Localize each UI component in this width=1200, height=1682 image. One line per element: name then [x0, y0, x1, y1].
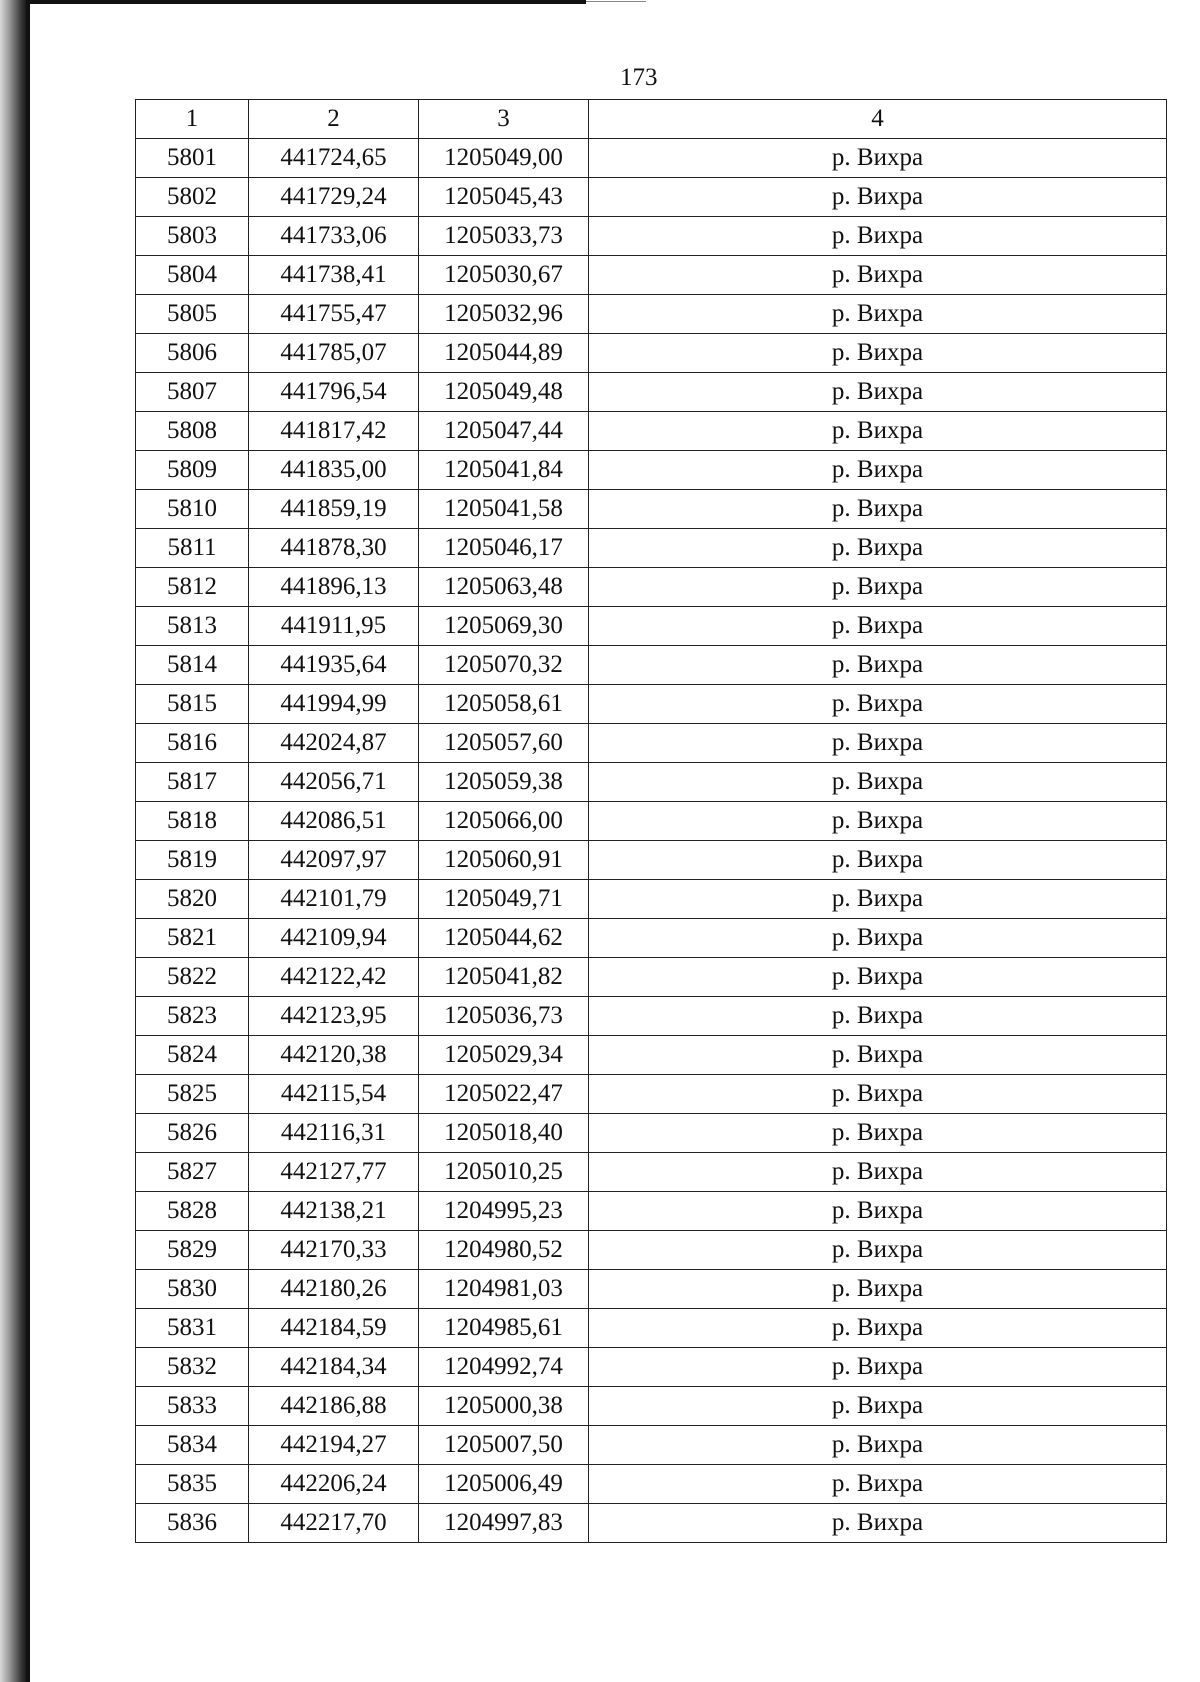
point-number-cell: 5823	[136, 997, 249, 1036]
table-row	[136, 841, 1167, 880]
description-cell: р. Вихра	[589, 646, 1167, 685]
table-row	[136, 1387, 1167, 1426]
point-number-cell: 5832	[136, 1348, 249, 1387]
description-cell: р. Вихра	[589, 1270, 1167, 1309]
table-row	[136, 1036, 1167, 1075]
y-coordinate-cell: 1205041,82	[419, 958, 589, 997]
point-number-cell: 5803	[136, 217, 249, 256]
x-coordinate-cell: 442138,21	[249, 1192, 419, 1231]
description-cell: р. Вихра	[589, 1465, 1167, 1504]
y-coordinate-cell: 1205036,73	[419, 997, 589, 1036]
x-coordinate-cell: 441935,64	[249, 646, 419, 685]
x-coordinate-cell: 442122,42	[249, 958, 419, 997]
x-coordinate-cell: 442101,79	[249, 880, 419, 919]
y-coordinate-cell: 1204997,83	[419, 1504, 589, 1543]
description-cell: р. Вихра	[589, 217, 1167, 256]
description-cell: р. Вихра	[589, 334, 1167, 373]
y-coordinate-cell: 1205044,89	[419, 334, 589, 373]
y-coordinate-cell: 1205049,71	[419, 880, 589, 919]
x-coordinate-cell: 441835,00	[249, 451, 419, 490]
table-row	[136, 958, 1167, 997]
table-row	[136, 1465, 1167, 1504]
x-coordinate-cell: 441911,95	[249, 607, 419, 646]
table-row	[136, 139, 1167, 178]
description-cell: р. Вихра	[589, 1036, 1167, 1075]
y-coordinate-cell: 1205006,49	[419, 1465, 589, 1504]
x-coordinate-cell: 442086,51	[249, 802, 419, 841]
point-number-cell: 5818	[136, 802, 249, 841]
description-cell: р. Вихра	[589, 295, 1167, 334]
table-row	[136, 1231, 1167, 1270]
page-number: 173	[620, 64, 658, 91]
y-coordinate-cell: 1205057,60	[419, 724, 589, 763]
x-coordinate-cell: 442186,88	[249, 1387, 419, 1426]
y-coordinate-cell: 1204981,03	[419, 1270, 589, 1309]
x-coordinate-cell: 441738,41	[249, 256, 419, 295]
y-coordinate-cell: 1205041,84	[419, 451, 589, 490]
table-row	[136, 1114, 1167, 1153]
y-coordinate-cell: 1205029,34	[419, 1036, 589, 1075]
table-row	[136, 412, 1167, 451]
x-coordinate-cell: 441733,06	[249, 217, 419, 256]
description-cell: р. Вихра	[589, 412, 1167, 451]
table-row	[136, 1153, 1167, 1192]
column-header-1: 1	[136, 100, 249, 139]
description-cell: р. Вихра	[589, 880, 1167, 919]
y-coordinate-cell: 1205070,32	[419, 646, 589, 685]
point-number-cell: 5801	[136, 139, 249, 178]
y-coordinate-cell: 1204985,61	[419, 1309, 589, 1348]
table-row	[136, 178, 1167, 217]
description-cell: р. Вихра	[589, 1075, 1167, 1114]
point-number-cell: 5835	[136, 1465, 249, 1504]
description-cell: р. Вихра	[589, 724, 1167, 763]
description-cell: р. Вихра	[589, 841, 1167, 880]
point-number-cell: 5831	[136, 1309, 249, 1348]
description-cell: р. Вихра	[589, 568, 1167, 607]
y-coordinate-cell: 1204995,23	[419, 1192, 589, 1231]
point-number-cell: 5828	[136, 1192, 249, 1231]
description-cell: р. Вихра	[589, 763, 1167, 802]
point-number-cell: 5814	[136, 646, 249, 685]
point-number-cell: 5830	[136, 1270, 249, 1309]
y-coordinate-cell: 1205047,44	[419, 412, 589, 451]
x-coordinate-cell: 441755,47	[249, 295, 419, 334]
x-coordinate-cell: 442180,26	[249, 1270, 419, 1309]
y-coordinate-cell: 1205033,73	[419, 217, 589, 256]
y-coordinate-cell: 1205046,17	[419, 529, 589, 568]
description-cell: р. Вихра	[589, 1309, 1167, 1348]
point-number-cell: 5808	[136, 412, 249, 451]
point-number-cell: 5810	[136, 490, 249, 529]
description-cell: р. Вихра	[589, 1231, 1167, 1270]
description-cell: р. Вихра	[589, 529, 1167, 568]
x-coordinate-cell: 441817,42	[249, 412, 419, 451]
table-row	[136, 880, 1167, 919]
point-number-cell: 5817	[136, 763, 249, 802]
table-row	[136, 802, 1167, 841]
x-coordinate-cell: 441724,65	[249, 139, 419, 178]
description-cell: р. Вихра	[589, 685, 1167, 724]
point-number-cell: 5811	[136, 529, 249, 568]
y-coordinate-cell: 1204980,52	[419, 1231, 589, 1270]
y-coordinate-cell: 1205063,48	[419, 568, 589, 607]
x-coordinate-cell: 442115,54	[249, 1075, 419, 1114]
x-coordinate-cell: 442206,24	[249, 1465, 419, 1504]
x-coordinate-cell: 442194,27	[249, 1426, 419, 1465]
point-number-cell: 5821	[136, 919, 249, 958]
x-coordinate-cell: 442217,70	[249, 1504, 419, 1543]
table-row	[136, 1270, 1167, 1309]
description-cell: р. Вихра	[589, 256, 1167, 295]
x-coordinate-cell: 441994,99	[249, 685, 419, 724]
y-coordinate-cell: 1205058,61	[419, 685, 589, 724]
point-number-cell: 5816	[136, 724, 249, 763]
point-number-cell: 5820	[136, 880, 249, 919]
coordinates-table	[135, 99, 1167, 1543]
y-coordinate-cell: 1204992,74	[419, 1348, 589, 1387]
description-cell: р. Вихра	[589, 139, 1167, 178]
point-number-cell: 5802	[136, 178, 249, 217]
point-number-cell: 5805	[136, 295, 249, 334]
table-row	[136, 451, 1167, 490]
description-cell: р. Вихра	[589, 1348, 1167, 1387]
table-row	[136, 529, 1167, 568]
description-cell: р. Вихра	[589, 1153, 1167, 1192]
y-coordinate-cell: 1205010,25	[419, 1153, 589, 1192]
point-number-cell: 5819	[136, 841, 249, 880]
y-coordinate-cell: 1205045,43	[419, 178, 589, 217]
x-coordinate-cell: 442184,59	[249, 1309, 419, 1348]
point-number-cell: 5815	[136, 685, 249, 724]
y-coordinate-cell: 1205069,30	[419, 607, 589, 646]
table-row	[136, 685, 1167, 724]
table-row	[136, 256, 1167, 295]
x-coordinate-cell: 441878,30	[249, 529, 419, 568]
y-coordinate-cell: 1205032,96	[419, 295, 589, 334]
point-number-cell: 5824	[136, 1036, 249, 1075]
table-row	[136, 295, 1167, 334]
table-header-row	[136, 100, 1167, 139]
x-coordinate-cell: 441859,19	[249, 490, 419, 529]
scan-edge-shadow	[0, 0, 26, 1682]
table-row	[136, 1504, 1167, 1543]
point-number-cell: 5812	[136, 568, 249, 607]
x-coordinate-cell: 442120,38	[249, 1036, 419, 1075]
x-coordinate-cell: 442116,31	[249, 1114, 419, 1153]
point-number-cell: 5836	[136, 1504, 249, 1543]
table-row	[136, 997, 1167, 1036]
description-cell: р. Вихра	[589, 490, 1167, 529]
top-rule	[26, 0, 586, 4]
top-rule-tail	[586, 1, 646, 2]
description-cell: р. Вихра	[589, 919, 1167, 958]
description-cell: р. Вихра	[589, 1114, 1167, 1153]
description-cell: р. Вихра	[589, 1504, 1167, 1543]
column-header-3: 3	[419, 100, 589, 139]
table-row	[136, 724, 1167, 763]
table-row	[136, 1075, 1167, 1114]
point-number-cell: 5825	[136, 1075, 249, 1114]
point-number-cell: 5813	[136, 607, 249, 646]
point-number-cell: 5829	[136, 1231, 249, 1270]
table-row	[136, 1426, 1167, 1465]
x-coordinate-cell: 442097,97	[249, 841, 419, 880]
x-coordinate-cell: 441796,54	[249, 373, 419, 412]
table-row	[136, 373, 1167, 412]
point-number-cell: 5834	[136, 1426, 249, 1465]
description-cell: р. Вихра	[589, 607, 1167, 646]
x-coordinate-cell: 442024,87	[249, 724, 419, 763]
description-cell: р. Вихра	[589, 178, 1167, 217]
table-row	[136, 763, 1167, 802]
x-coordinate-cell: 442123,95	[249, 997, 419, 1036]
x-coordinate-cell: 442127,77	[249, 1153, 419, 1192]
x-coordinate-cell: 441729,24	[249, 178, 419, 217]
scan-edge-line	[26, 0, 30, 1682]
y-coordinate-cell: 1205044,62	[419, 919, 589, 958]
column-header-4: 4	[589, 100, 1167, 139]
description-cell: р. Вихра	[589, 1426, 1167, 1465]
point-number-cell: 5833	[136, 1387, 249, 1426]
x-coordinate-cell: 442109,94	[249, 919, 419, 958]
point-number-cell: 5806	[136, 334, 249, 373]
y-coordinate-cell: 1205049,00	[419, 139, 589, 178]
x-coordinate-cell: 441785,07	[249, 334, 419, 373]
y-coordinate-cell: 1205066,00	[419, 802, 589, 841]
y-coordinate-cell: 1205030,67	[419, 256, 589, 295]
y-coordinate-cell: 1205060,91	[419, 841, 589, 880]
table-row	[136, 334, 1167, 373]
table-row	[136, 1309, 1167, 1348]
y-coordinate-cell: 1205007,50	[419, 1426, 589, 1465]
description-cell: р. Вихра	[589, 373, 1167, 412]
table-row	[136, 1192, 1167, 1231]
table-row	[136, 607, 1167, 646]
description-cell: р. Вихра	[589, 997, 1167, 1036]
table-row	[136, 919, 1167, 958]
y-coordinate-cell: 1205022,47	[419, 1075, 589, 1114]
description-cell: р. Вихра	[589, 1192, 1167, 1231]
description-cell: р. Вихра	[589, 958, 1167, 997]
point-number-cell: 5809	[136, 451, 249, 490]
point-number-cell: 5826	[136, 1114, 249, 1153]
x-coordinate-cell: 442184,34	[249, 1348, 419, 1387]
point-number-cell: 5822	[136, 958, 249, 997]
column-header-2: 2	[249, 100, 419, 139]
table-row	[136, 646, 1167, 685]
table-body	[136, 139, 1167, 1543]
table-row	[136, 1348, 1167, 1387]
y-coordinate-cell: 1205049,48	[419, 373, 589, 412]
table-row	[136, 217, 1167, 256]
y-coordinate-cell: 1205059,38	[419, 763, 589, 802]
description-cell: р. Вихра	[589, 451, 1167, 490]
x-coordinate-cell: 442170,33	[249, 1231, 419, 1270]
point-number-cell: 5804	[136, 256, 249, 295]
point-number-cell: 5827	[136, 1153, 249, 1192]
table-row	[136, 568, 1167, 607]
x-coordinate-cell: 442056,71	[249, 763, 419, 802]
y-coordinate-cell: 1205018,40	[419, 1114, 589, 1153]
table-row	[136, 490, 1167, 529]
y-coordinate-cell: 1205041,58	[419, 490, 589, 529]
point-number-cell: 5807	[136, 373, 249, 412]
description-cell: р. Вихра	[589, 1387, 1167, 1426]
x-coordinate-cell: 441896,13	[249, 568, 419, 607]
description-cell: р. Вихра	[589, 802, 1167, 841]
y-coordinate-cell: 1205000,38	[419, 1387, 589, 1426]
